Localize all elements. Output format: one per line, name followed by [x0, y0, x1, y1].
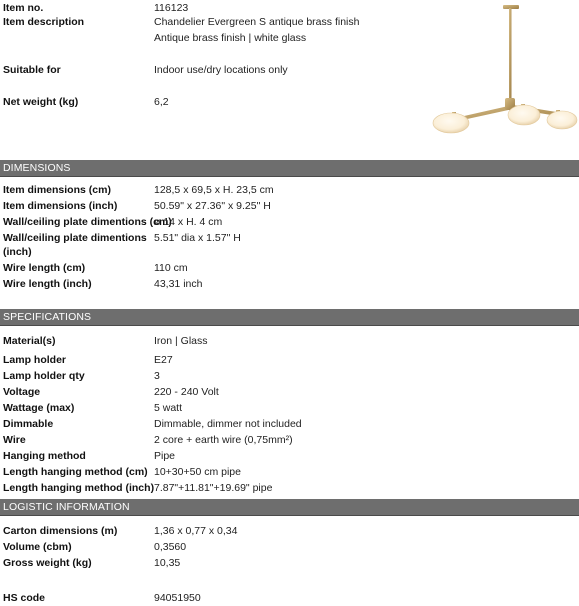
dim-label: Wire length (cm): [3, 262, 86, 274]
logistic-label: Volume (cbm): [3, 541, 72, 553]
specifications-title: SPECIFICATIONS: [3, 311, 92, 323]
table-row: [0, 182, 579, 198]
spec-label: Lamp holder: [3, 354, 67, 366]
spec-value: 3: [154, 370, 160, 382]
item-no-label: Item no.: [3, 2, 44, 14]
spec-value: Iron | Glass: [154, 335, 208, 347]
spec-value: 10+30+50 cm pipe: [154, 466, 241, 478]
dim-value: 110 cm: [154, 262, 188, 274]
logistic-header: [0, 499, 579, 516]
logistic-label: Carton dimensions (m): [3, 525, 118, 537]
description-line2: Antique brass finish | white glass: [154, 32, 307, 44]
spec-label: Wire: [3, 434, 26, 446]
table-row: [0, 400, 579, 416]
table-row: [0, 432, 579, 448]
dim-value: ø 14 x H. 4 cm: [154, 216, 223, 228]
spec-label: Material(s): [3, 335, 56, 347]
spec-value: 7.87"+11.81"+19.69" pipe: [154, 482, 273, 494]
specifications-header: [0, 309, 579, 326]
logistic-value: 0,3560: [154, 541, 187, 553]
spec-label: Length hanging method (cm): [3, 466, 148, 478]
table-row: [0, 214, 579, 230]
spec-value: 5 watt: [154, 402, 183, 414]
net-weight-label: Net weight (kg): [3, 96, 79, 108]
item-no-value: 116123: [154, 2, 189, 14]
table-row: [0, 198, 579, 214]
chandelier-icon: [425, 2, 579, 138]
net-weight-value: 6,2: [154, 96, 169, 108]
dim-label: Wall/ceiling plate dimentions (cm): [3, 216, 172, 228]
table-row: [0, 464, 579, 480]
table-row: [0, 480, 579, 496]
logistic-title: LOGISTIC INFORMATION: [3, 501, 130, 513]
table-row: [0, 333, 579, 349]
description-line1: Chandelier Evergreen S antique brass finish: [154, 16, 360, 28]
dim-label: Wall/ceiling plate dimentions: [3, 232, 147, 244]
spec-label: Voltage: [3, 386, 41, 398]
table-row: [0, 555, 579, 571]
spec-value: 2 core + earth wire (0,75mm²): [154, 434, 293, 446]
logistic-value: 1,36 x 0,77 x 0,34: [154, 525, 238, 537]
table-row: [0, 448, 579, 464]
table-row: [0, 416, 579, 432]
hs-code-label: HS code: [3, 592, 46, 604]
spec-label: Hanging method: [3, 450, 86, 462]
logistic-value: 10,35: [154, 557, 181, 569]
spec-label: Dimmable: [3, 418, 54, 430]
table-row: [0, 523, 579, 539]
dim-label: Item dimensions (cm): [3, 184, 111, 196]
spec-label: Lamp holder qty: [3, 370, 85, 382]
table-row: [0, 276, 579, 292]
dimensions-header: [0, 160, 579, 177]
spec-label: Length hanging method (inch): [3, 482, 155, 494]
spec-label: Wattage (max): [3, 402, 75, 414]
spec-value: E27: [154, 354, 173, 366]
logistic-label: Gross weight (kg): [3, 557, 92, 569]
table-row: [0, 244, 579, 260]
dimensions-title: DIMENSIONS: [3, 162, 71, 174]
description-label: Item description: [3, 16, 85, 28]
spec-value: 220 - 240 Volt: [154, 386, 219, 398]
hs-code-value: 94051950: [154, 592, 201, 604]
dim-label: Wire length (inch): [3, 278, 92, 290]
spec-value: Pipe: [154, 450, 176, 462]
hs-code-row: [0, 590, 579, 606]
table-row: [0, 260, 579, 276]
table-row: [0, 384, 579, 400]
spec-value: Dimmable, dimmer not included: [154, 418, 302, 430]
dim-value: 5.51" dia x 1.57" H: [154, 232, 241, 244]
table-row: [0, 539, 579, 555]
table-row: [0, 368, 579, 384]
suitable-value: Indoor use/dry locations only: [154, 64, 288, 76]
dim-value: 50.59" x 27.36" x 9.25" H: [154, 200, 271, 212]
table-row: [0, 352, 579, 368]
dim-value: 43,31 inch: [154, 278, 203, 290]
dim-value: 128,5 x 69,5 x H. 23,5 cm: [154, 184, 274, 196]
suitable-label: Suitable for: [3, 64, 61, 76]
dim-label-line2: (inch): [3, 246, 32, 258]
dim-label: Item dimensions (inch): [3, 200, 118, 212]
